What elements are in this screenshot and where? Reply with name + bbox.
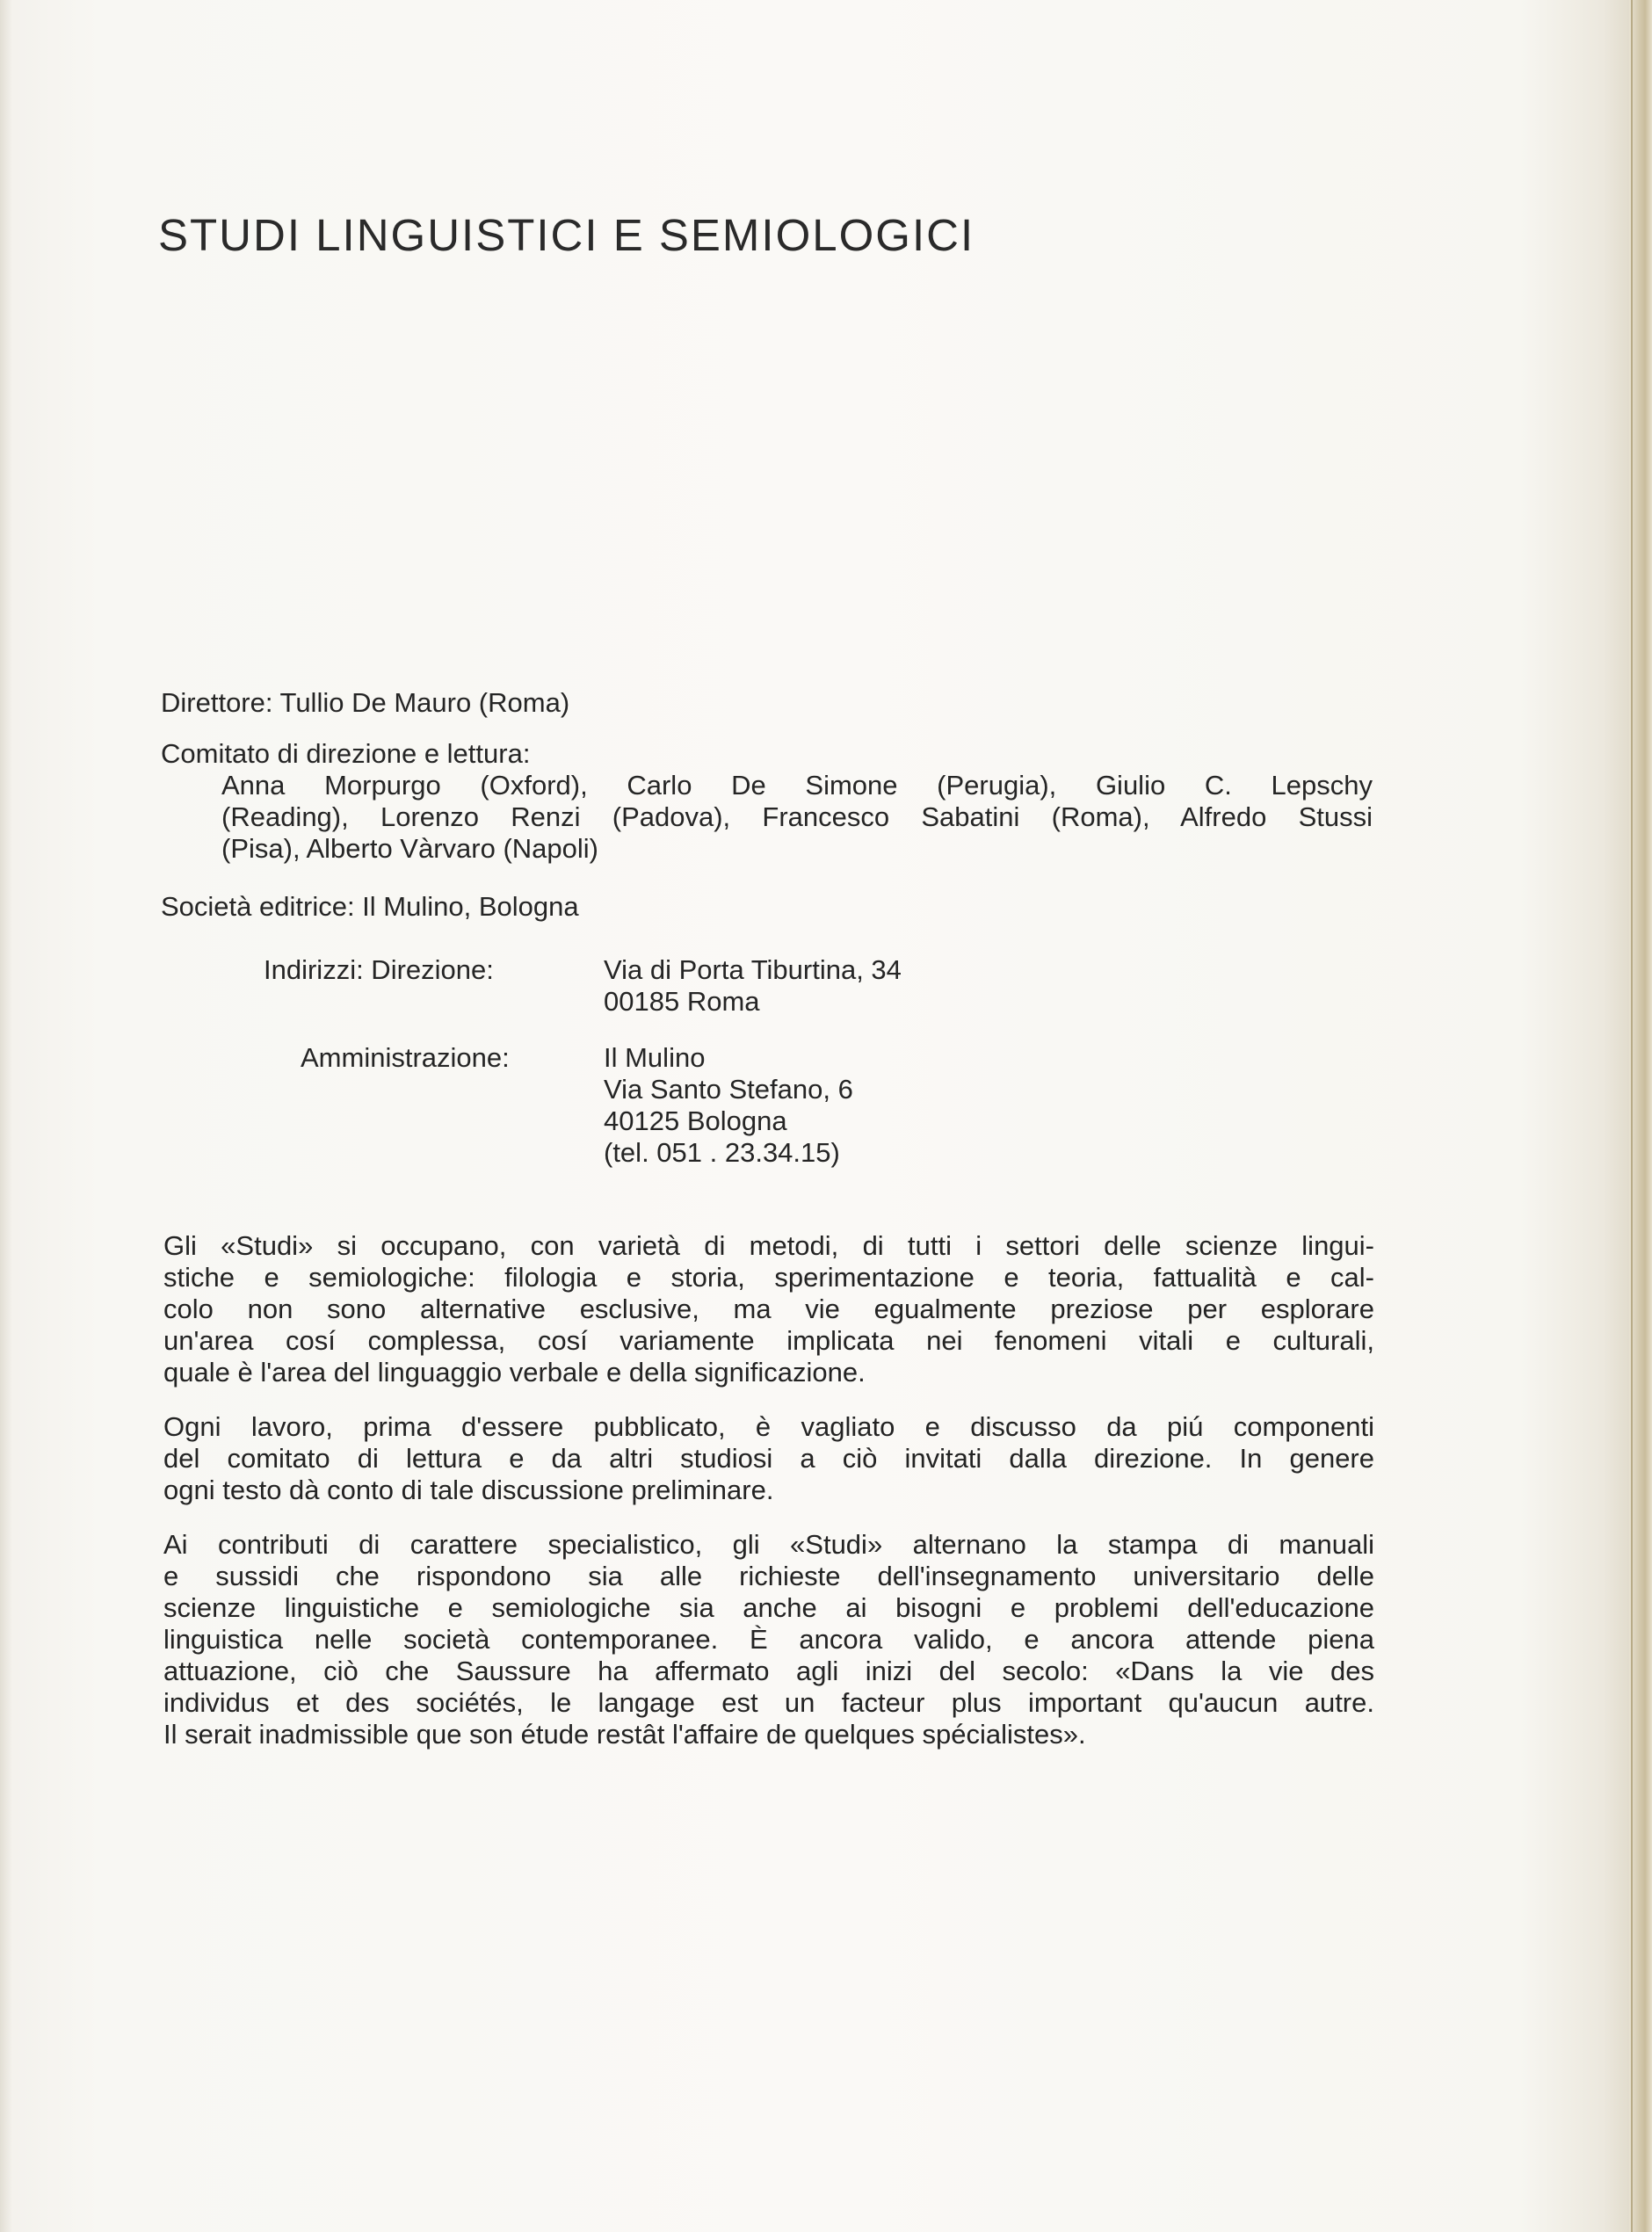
paragraph-line: Ogni lavoro, prima d'essere pubblicato, è vagliato e discusso da piú componenti: [163, 1411, 1374, 1442]
address-line: Via Santo Stefano, 6: [604, 1074, 853, 1105]
committee-line: (Reading), Lorenzo Renzi (Padova), Francesco Sabatini (Roma), Alfredo Stussi: [221, 801, 1373, 832]
paragraph-scope: [163, 1230, 1374, 1388]
address-line: 00185 Roma: [604, 986, 760, 1017]
paragraph-line: attuazione, ciò che Saussure ha affermato agli inizi del secolo: «Dans la vie des: [163, 1656, 1374, 1686]
page-edge-line: [1631, 0, 1633, 2232]
paragraph-review: [163, 1411, 1374, 1506]
paragraph-line: del comitato di lettura e da altri studiosi a ciò invitati dalla direzione. In genere: [163, 1443, 1374, 1474]
publisher-line: Società editrice: Il Mulino, Bologna: [161, 891, 579, 922]
committee-members: [221, 770, 1373, 865]
left-shadow: [0, 0, 12, 2232]
committee-label: Comitato di direzione e lettura:: [161, 738, 531, 769]
paragraph-line: quale è l'area del linguaggio verbale e della significazione.: [163, 1357, 866, 1388]
address-line: (tel. 051 . 23.34.15): [604, 1137, 840, 1168]
paragraph-line: ogni testo dà conto di tale discussione preliminare.: [163, 1475, 774, 1505]
paragraph-line: Il serait inadmissible que son étude restât l'affaire de quelques spécialistes».: [163, 1719, 1086, 1750]
committee-line: Anna Morpurgo (Oxford), Carlo De Simone (Perugia), Giulio C. Lepschy: [221, 770, 1373, 801]
direction-address-label: Indirizzi: Direzione:: [264, 954, 494, 985]
paragraph-manuals: [163, 1529, 1374, 1750]
paragraph-line: linguistica nelle società contemporanee. È ancora valido, e ancora attende piena: [163, 1624, 1374, 1655]
paragraph-line: colo non sono alternative esclusive, ma vie egualmente preziose per esplorare: [163, 1294, 1374, 1324]
paragraph-line: scienze linguistiche e semiologiche sia anche ai bisogni e problemi dell'educazione: [163, 1592, 1374, 1623]
paragraph-line: individus et des sociétés, le langage est un facteur plus important qu'aucun autre.: [163, 1687, 1374, 1718]
paragraph-line: e sussidi che rispondono sia alle richieste dell'insegnamento universitario delle: [163, 1561, 1374, 1591]
paragraph-line: Ai contributi di carattere specialistico, gli «Studi» alternano la stampa di manuali: [163, 1529, 1374, 1560]
paragraph-line: stiche e semiologiche: filologia e storia, sperimentazione e teoria, fattualità e cal-: [163, 1262, 1374, 1293]
address-line: Via di Porta Tiburtina, 34: [604, 954, 902, 985]
committee-line: (Pisa), Alberto Vàrvaro (Napoli): [221, 833, 598, 864]
administration-address-label: Amministrazione:: [301, 1042, 510, 1073]
address-line: 40125 Bologna: [604, 1105, 787, 1136]
director-line: Direttore: Tullio De Mauro (Roma): [161, 687, 570, 718]
direction-address: [604, 954, 902, 1018]
paragraph-line: Gli «Studi» si occupano, con varietà di metodi, di tutti i settori delle scienze lingui-: [163, 1230, 1374, 1261]
address-line: Il Mulino: [604, 1042, 706, 1073]
administration-address: [604, 1042, 853, 1169]
paragraph-line: un'area cosí complessa, cosí variamente implicata nei fenomeni vitali e culturali,: [163, 1325, 1374, 1356]
series-title: STUDI LINGUISTICI E SEMIOLOGICI: [158, 210, 975, 260]
